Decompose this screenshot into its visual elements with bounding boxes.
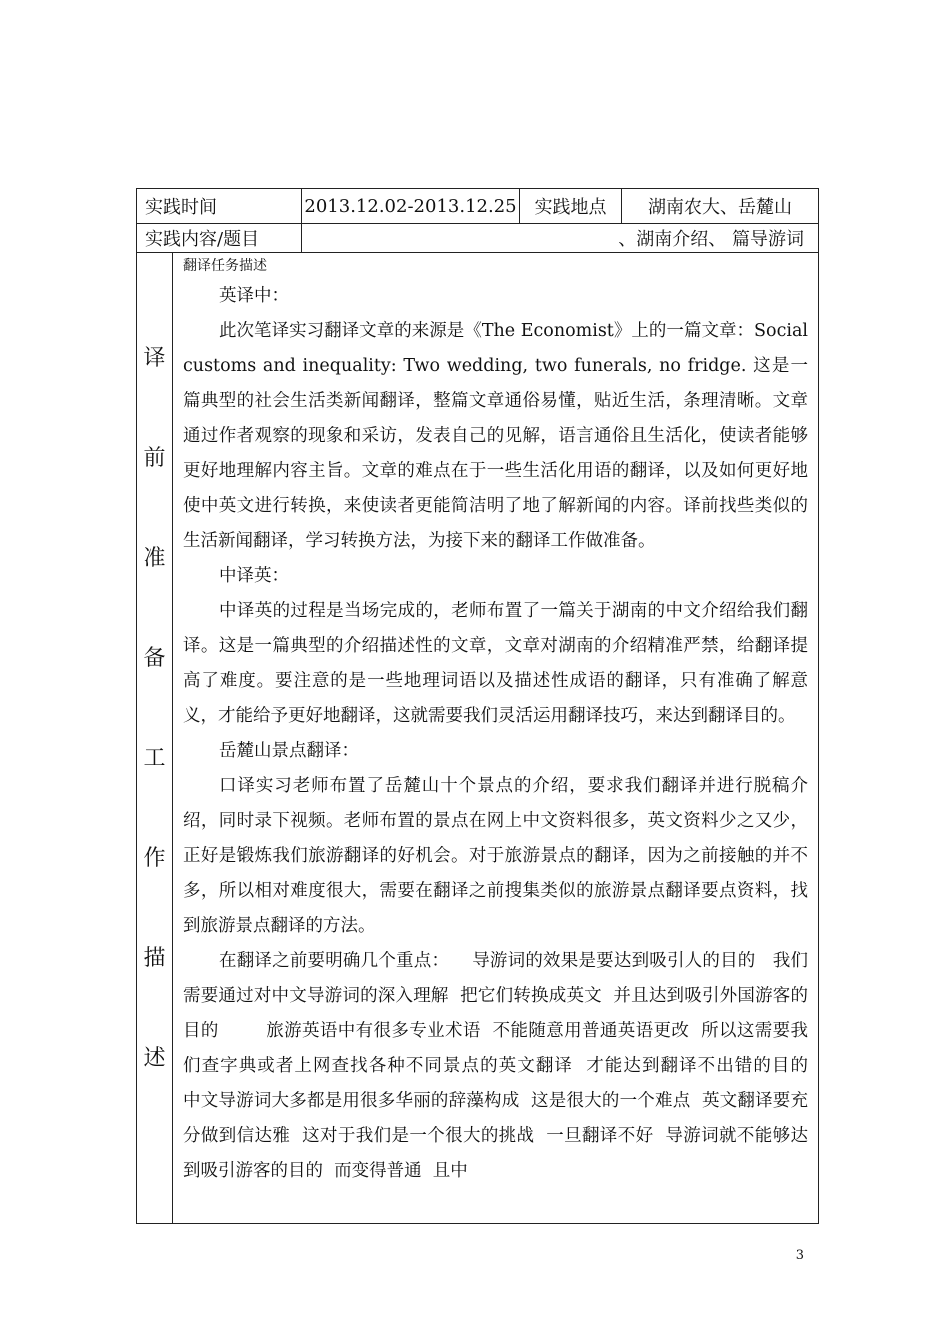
side-char: 备 — [143, 646, 166, 671]
practice-form-table — [136, 188, 853, 1224]
content-row — [137, 253, 819, 1224]
side-label-cell — [137, 253, 173, 1224]
en-zh-heading: 英译中： — [219, 286, 289, 306]
zh-en-paragraph: 中译英的过程是当场完成的，老师布置了一篇关于湖南的中文介绍给我们翻译。这是一篇典型的介绍描述性的文章，文章对湖南的介绍精准严禁，给翻译提高了难度。要注意的是一些地理词语以及描述性成语的翻译，只有准确了解意义，才能给予更好地翻译，这就需要我们灵活运用翻译技巧，来达到翻译目的。 — [183, 601, 808, 726]
header-row-time — [137, 189, 819, 224]
side-char: 工 — [143, 746, 166, 771]
header-row-topic — [137, 224, 819, 253]
topic-value: 、湖南介绍、 篇导游词 — [302, 224, 819, 253]
time-value: 2013.12.02-2013.12.25 — [302, 189, 520, 224]
side-char: 描 — [143, 946, 166, 971]
place-label: 实践地点 — [520, 189, 622, 224]
place-value: 湖南农大、岳麓山 — [622, 189, 819, 224]
en-zh-paragraph: 此次笔译实习翻译文章的来源是《The Economist》上的一篇文章：Social customs and inequality: Two wedding, two funerals, no fridge. 这是一篇典型的社会生活类新闻翻译，整篇文章通俗易懂，贴近生活，条理清晰。文章通过作者观察的现象和采访，发表自己的见解，语言通俗且生活化，使读者能够更好地理解内容主旨。文章的难点在于一些生活化用语的翻译，以及如何更好地使中英文进行转换，来使读者更能简洁明了地了解新闻的内容。译前找些类似的生活新闻翻译，学习转换方法，为接下来的翻译工作做准备。 — [183, 321, 808, 551]
time-label: 实践时间 — [137, 189, 302, 224]
key-points-paragraph: 在翻译之前要明确几个重点： 导游词的效果是要达到吸引人的目的 我们需要通过对中文导游词的深入理解 把它们转换成英文 并且达到吸引外国游客的目的 旅游英语中有很多专业术语 不能随意用普通英语更改 所以这需要我们查字典或者上网查找各种不同景点的英文翻译 才能达到翻译不出错的目的 中文导游词大多都是用很多华丽的辞藻构成 这是很大的一个难点 英文翻译要充分做到信达雅 这对于我们是一个很大的挑战 一旦翻译不好 导游词就不能够达到吸引游客的目的 而变得普通 且中 — [183, 951, 853, 1181]
side-char: 前 — [143, 446, 166, 471]
description-cell — [173, 253, 853, 1224]
side-label — [137, 253, 172, 1145]
section-title: 翻译任务描述 — [183, 258, 267, 274]
topic-label: 实践内容/题目 — [137, 224, 302, 253]
yuelu-paragraph: 口译实习老师布置了岳麓山十个景点的介绍，要求我们翻译并进行脱稿介绍，同时录下视频。老师布置的景点在网上中文资料很多，英文资料少之又少，正好是锻炼我们旅游翻译的好机会。对于旅游景点的翻译，因为之前接触的并不多，所以相对难度很大，需要在翻译之前搜集类似的旅游景点翻译要点资料，找到旅游景点翻译的方法。 — [183, 776, 808, 936]
side-char: 准 — [143, 546, 166, 571]
zh-en-heading: 中译英： — [219, 566, 289, 586]
side-char: 作 — [143, 846, 166, 871]
side-char: 译 — [143, 346, 166, 371]
yuelu-heading: 岳麓山景点翻译： — [219, 741, 359, 761]
side-char: 述 — [143, 1046, 166, 1071]
page-number: 3 — [795, 1248, 804, 1263]
